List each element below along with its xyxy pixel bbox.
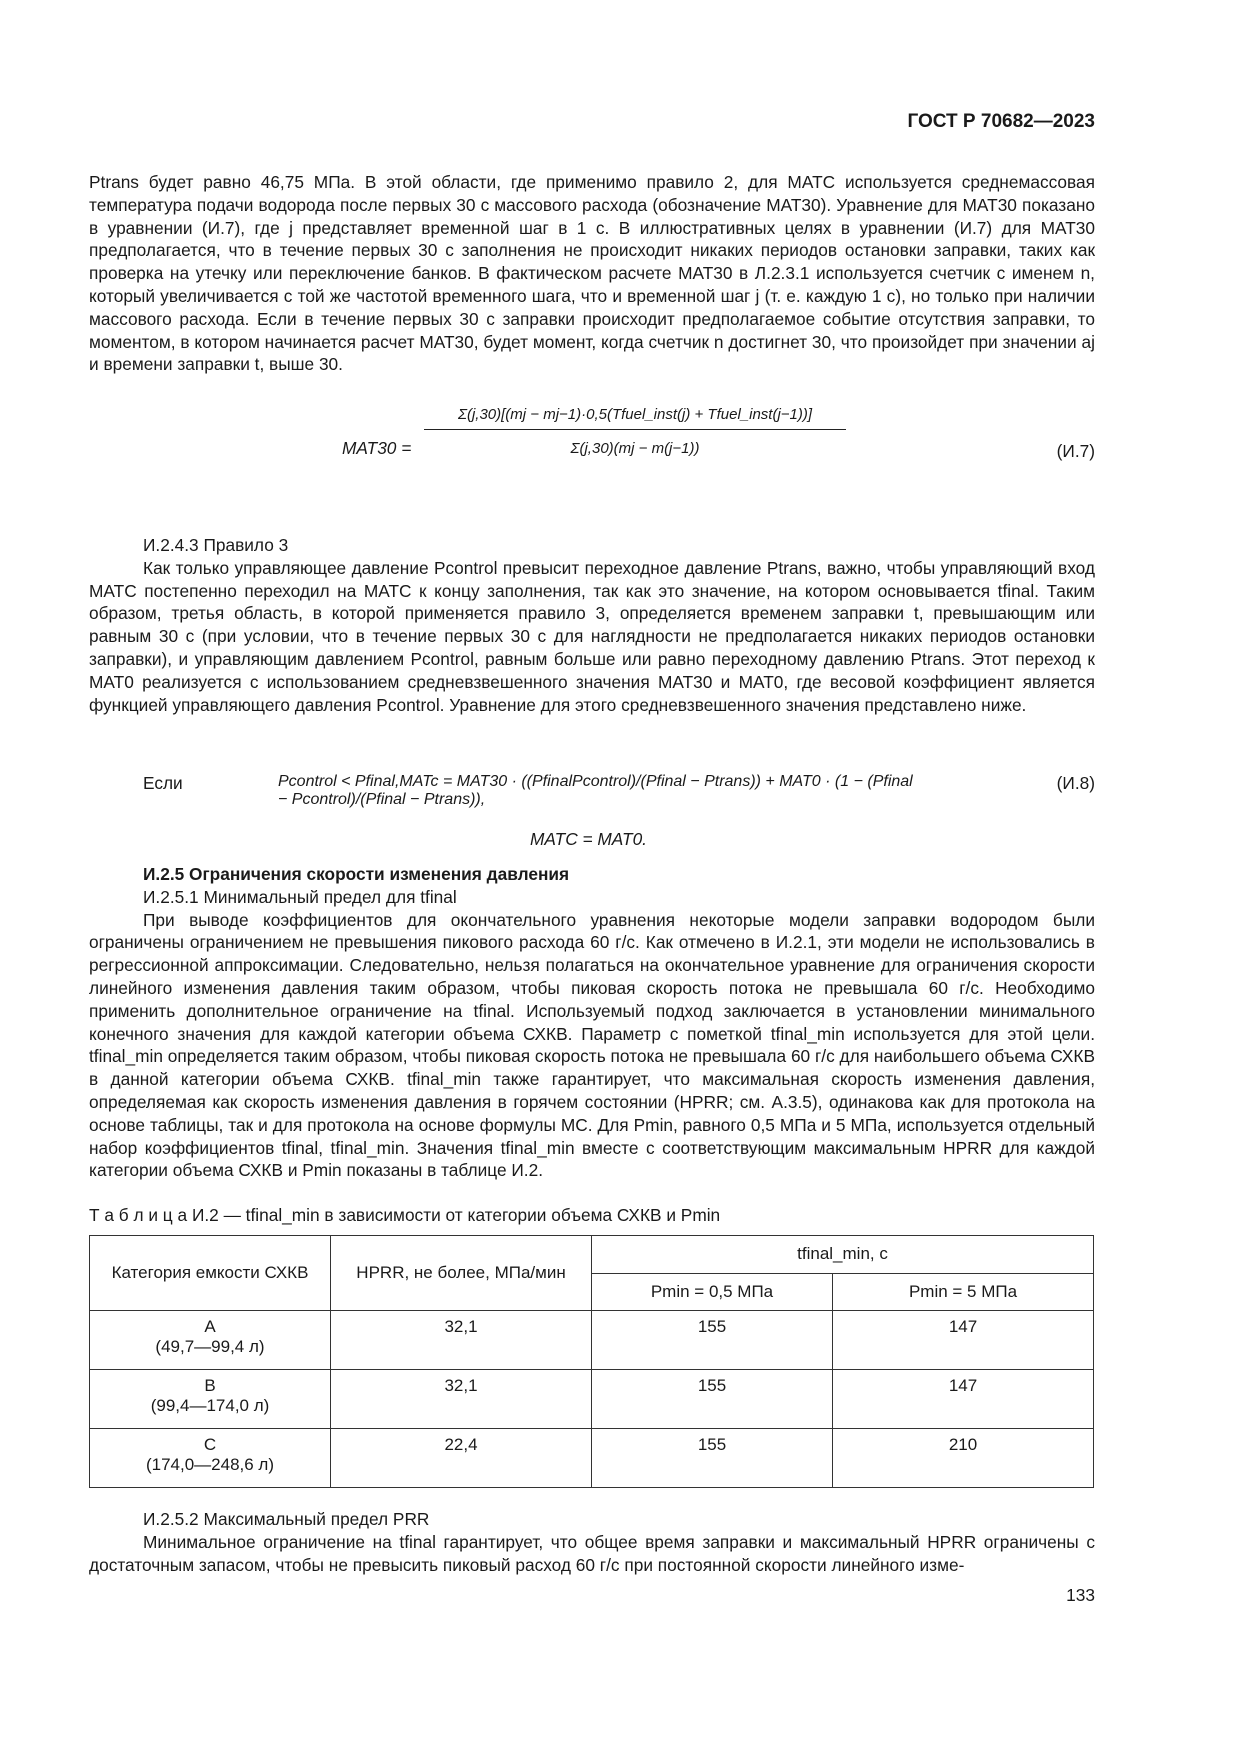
header-pmin-5: Pmin = 5 МПа bbox=[833, 1273, 1094, 1311]
eq7-numerator: Σ(j,30)[(mj − mj−1)·0,5(Tfuel_inst(j) + Tfuel_inst(j−1))] bbox=[457, 406, 813, 423]
paragraph-max-prr: Минимальное ограничение на tfinal гарантирует, что общее время заправки и максимальный HPRR ограничены с достаточным запасом, чтобы не превысить пиковый расход 60 г/с при постоянной скорости линейного изме- bbox=[89, 1531, 1095, 1575]
table-i2 bbox=[89, 1235, 1094, 1488]
page-number: 133 bbox=[1066, 1585, 1095, 1605]
equation-i8: Pcontrol < Pfinal,MATc = MAT30 · ((PfinalPcontrol)/(Pfinal − Ptrans)) + MAT0 · (1 − (Pfinal − Pcontrol)/(Pfinal − Ptrans)), bbox=[278, 773, 913, 808]
header-tfinal-min: tfinal_min, с bbox=[592, 1236, 1094, 1274]
cell-hprr: 32,1 bbox=[331, 1370, 592, 1429]
table-row bbox=[90, 1370, 1094, 1429]
cell-category bbox=[90, 1370, 331, 1429]
category-range: (174,0—248,6 л) bbox=[145, 1455, 275, 1474]
equation-number-i7: (И.7) bbox=[1056, 441, 1095, 461]
equation-number-i8: (И.8) bbox=[1056, 773, 1095, 793]
cell-pmin-5: 210 bbox=[833, 1429, 1094, 1488]
section-title-2-5-1: И.2.5.1 Минимальный предел для tfinal bbox=[143, 886, 457, 907]
cell-pmin-5: 147 bbox=[833, 1370, 1094, 1429]
cell-pmin-5: 147 bbox=[833, 1311, 1094, 1370]
eq8-if-label: Если bbox=[143, 773, 183, 793]
table-row bbox=[90, 1429, 1094, 1488]
paragraph-rule2: Ptrans будет равно 46,75 МПа. В этой области, где применимо правило 2, для MATC используется среднемассовая температура подачи водорода после первых 30 с массового расхода (обозначение MAT30). Уравнение для MAT30 показано в уравнении (И.7), где j представляет временной шаг в 1 с. В иллюстративных целях в уравнении (И.7) для MAT30 предполагается, что в течение первых 30 с заполнения не происходит никаких периодов остановки заправки, таких как проверка на утечку или переключение банков. В фактическом расчете MAT30 в Л.2.3.1 используется счетчик с именем n, который увеличивается с той же частотой временного шага, что и временной шаг j (т. е. каждую 1 с), но только при наличии массового расхода. Если в течение первых 30 с заправки происходит предполагаемое событие отсутствия заправки, то моментом, в котором начинается расчет MAT30, будет момент, когда счетчик n достигнет 30, что произойдет при значении aj и времени заправки t, выше 30. bbox=[89, 172, 1095, 375]
header-hprr: HPRR, не более, МПа/мин bbox=[331, 1236, 592, 1311]
table-caption bbox=[89, 1204, 1095, 1227]
eq7-denominator: Σ(j,30)(mj − m(j−1)) bbox=[570, 440, 700, 457]
category-letter: A bbox=[204, 1317, 216, 1336]
paragraph-rule3: Как только управляющее давление Pcontrol превысит переходное давление Ptrans, важно, чтобы управляющий вход MATC постепенно переходил на MATC к концу заполнения, так как это значение, на котором основывается tfinal. Таким образом, третья область, в которой применяется правило 3, определяется временем заправки t, превышающим или равным 30 с (при условии, что в течение первых 30 с для наглядности не предполагается никаких периодов остановки заправки), и управляющим давлением Pcontrol, равным больше или равно переходному давлению Ptrans. Этот переход к MAT0 реализуется с использованием средневзвешенного значения MAT30 и MAT0, где весовой коэффициент является функцией управляющего давления Pcontrol. Уравнение для этого средневзвешенного значения представлено ниже. bbox=[89, 557, 1095, 715]
category-range: (49,7—99,4 л) bbox=[155, 1337, 265, 1356]
table-caption-text: И.2 — tfinal_min в зависимости от категории объема СХКВ и Pmin bbox=[191, 1205, 721, 1225]
category-letter: C bbox=[203, 1435, 217, 1454]
equation-i8-else: MATC = MAT0. bbox=[530, 829, 647, 849]
section-title-2-5: И.2.5 Ограничения скорости изменения давления bbox=[143, 864, 570, 884]
category-letter: B bbox=[204, 1376, 216, 1395]
header-category: Категория емкости СХКВ bbox=[90, 1236, 331, 1311]
cell-category bbox=[90, 1429, 331, 1488]
cell-pmin-05: 155 bbox=[592, 1311, 833, 1370]
cell-pmin-05: 155 bbox=[592, 1429, 833, 1488]
section-title-2-4-3: И.2.4.3 Правило 3 bbox=[143, 535, 289, 555]
paragraph-tfinal-min: При выводе коэффициентов для окончательного уравнения некоторые модели заправки водородом были ограничены ограничением не превышения пикового расхода 60 г/с. Как отмечено в И.2.1, эти модели не использовались в регрессионной аппроксимации. Следовательно, нельзя полагаться на окончательное уравнение для ограничения скорости линейного изменения давления таким образом, чтобы пиковая скорость потока не превышала 60 г/с. Необходимо применить дополнительное ограничение на tfinal. Используемый подход заключается в установлении минимального конечного значения для каждой категории объема СХКВ. Параметр с пометкой tfinal_min используется для этой цели. tfinal_min определяется таким образом, чтобы пиковая скорость потока не превышала 60 г/с для наибольшего объема СХКВ в данной категории объема СХКВ. tfinal_min также гарантирует, что максимальная скорость изменения давления, определяемая как скорость изменения давления в горячем состоянии (HPRR; см. А.3.5), одинакова как для протокола на основе таблицы, так и для протокола на основе формулы МС. Для Pmin, равного 0,5 МПа и 5 МПа, используется отдельный набор коэффициентов tfinal, tfinal_min. Значения tfinal_min вместе с соответствующим максимальным HPRR для каждой категории объема СХКВ и Pmin показаны в таблице И.2. bbox=[89, 909, 1095, 1181]
eq7-lhs: MAT30 = bbox=[342, 438, 412, 458]
cell-pmin-05: 155 bbox=[592, 1370, 833, 1429]
cell-hprr: 32,1 bbox=[331, 1311, 592, 1370]
cell-hprr: 22,4 bbox=[331, 1429, 592, 1488]
cell-category bbox=[90, 1311, 331, 1370]
table-row bbox=[90, 1311, 1094, 1370]
category-range: (99,4—174,0 л) bbox=[150, 1396, 270, 1415]
document-header: ГОСТ Р 70682—2023 bbox=[907, 111, 1095, 132]
section-title-2-5-2: И.2.5.2 Максимальный предел PRR bbox=[143, 1509, 430, 1529]
header-pmin-05: Pmin = 0,5 МПа bbox=[592, 1273, 833, 1311]
table-header-row bbox=[90, 1236, 1094, 1274]
table-caption-prefix: Т а б л и ц а bbox=[89, 1205, 188, 1225]
